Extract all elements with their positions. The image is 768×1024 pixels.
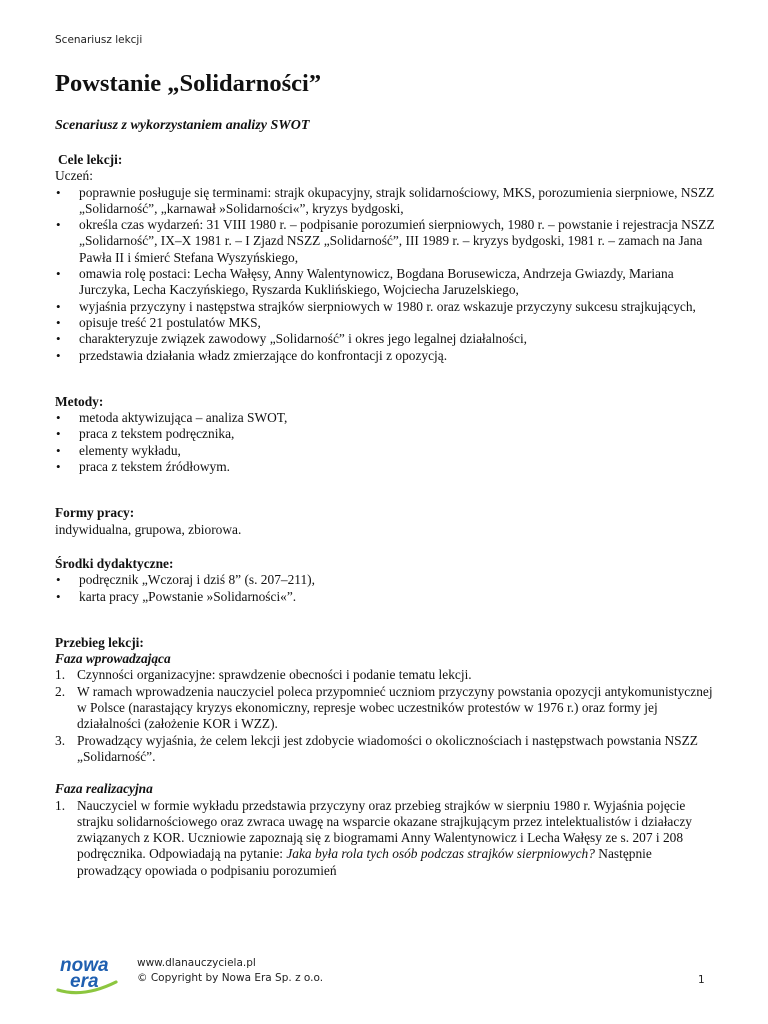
realization-phase-list bbox=[55, 798, 715, 879]
page-footer bbox=[0, 950, 768, 1010]
svg-text:nowa: nowa bbox=[60, 955, 109, 976]
goals-heading: Cele lekcji: bbox=[58, 152, 123, 167]
item-number: 1. bbox=[55, 667, 66, 683]
lesson-content bbox=[55, 152, 715, 879]
intro-phase-heading: Faza wprowadzająca bbox=[55, 651, 171, 667]
method-item: • metoda aktywizująca – analiza SWOT, bbox=[55, 410, 715, 426]
lesson-flow-heading: Przebieg lekcji: bbox=[55, 634, 144, 650]
intro-phase-item: 2. W ramach wprowadzenia nauczyciel poleca przypomnieć uczniom przyczyny powstania opozycji antykomunistycznej w Polsce (narastający kryzys ekonomiczny, represje wobec uczestników protestów w 1976 r.) oraz formy jej działalności (założenie KOR i WZZ). bbox=[55, 683, 713, 732]
goal-item: • opisuje treść 21 postulatów MKS, bbox=[55, 315, 715, 331]
goals-intro: Uczeń: bbox=[55, 168, 93, 184]
work-forms-heading: Formy pracy: bbox=[55, 505, 135, 521]
method-item: • elementy wykładu, bbox=[55, 443, 715, 459]
goal-item: • przedstawia działania władz zmierzające do konfrontacji z opozycją. bbox=[55, 348, 715, 364]
item-number: 2. bbox=[55, 683, 66, 699]
realization-phase-item: 1. Nauczyciel w formie wykładu przedstawia przyczyny oraz przebieg strajków w sierpniu 1980 r. Wyjaśnia pojęcie strajku solidarnościowego oraz zwraca uwagę na wsparcie okazane strajkującym przez intelektualistów i działaczy związanych z KOR. Uczniowie zapoznają się z biogramami Anny Walentynowicz i Lecha Wałęsy ze s. 207 i 208 podręcznika. Odpowiadają na pytanie: Jaka była rola tych osób podczas strajków sierpniowych? Następnie prowadzący opowiada o podpisaniu porozumień bbox=[55, 797, 692, 878]
copyright: © Copyright by Nowa Era Sp. z o.o. bbox=[137, 972, 324, 984]
goal-item: • omawia rolę postaci: Lecha Wałęsy, Anny Walentynowicz, Bogdana Borusewicza, Andrzeja Gwiazdy, Mariana Jurczyka, Lecha Kaczyńskiego, Ryszarda Kuklińskiego, Wojciecha Jaruzelskiego, bbox=[55, 266, 715, 299]
goal-item: • wyjaśnia przyczyny i następstwa strajków sierpniowych w 1980 r. oraz wskazuje przyczyny sukcesu strajkujących, bbox=[55, 299, 715, 315]
method-item: • praca z tekstem źródłowym. bbox=[55, 459, 715, 475]
goals-list bbox=[55, 185, 715, 364]
realization-phase-heading: Faza realizacyjna bbox=[55, 781, 153, 797]
goal-item: • poprawnie posługuje się terminami: strajk okupacyjny, strajk solidarnościowy, MKS, porozumienia sierpniowe, NSZZ „Solidarność”, „karnawał »Solidarności«”, kryzys bydgoski, bbox=[55, 185, 715, 218]
teaching-aids-list bbox=[55, 572, 715, 605]
methods-heading: Metody: bbox=[55, 393, 104, 409]
teaching-aid-item: • podręcznik „Wczoraj i dziś 8” (s. 207–211), bbox=[55, 572, 715, 588]
goal-item: • charakteryzuje związek zawodowy „Solidarność” i okres jego legalnej działalności, bbox=[55, 331, 715, 347]
teaching-aid-item: • karta pracy „Powstanie »Solidarności«”. bbox=[55, 589, 715, 605]
page-number: 1 bbox=[698, 974, 705, 986]
item-number: 1. bbox=[55, 797, 66, 813]
teaching-aids-heading: Środki dydaktyczne: bbox=[55, 555, 174, 571]
intro-phase-list bbox=[55, 667, 715, 765]
running-header: Scenariusz lekcji bbox=[55, 34, 143, 46]
website-link[interactable]: www.dlanauczyciela.pl bbox=[137, 957, 256, 969]
item-number: 3. bbox=[55, 732, 66, 748]
page-title: Powstanie „Solidarności” bbox=[55, 70, 322, 97]
methods-list bbox=[55, 410, 715, 475]
goal-item: • określa czas wydarzeń: 31 VIII 1980 r. – podpisanie porozumień sierpniowych, 1980 r. – powstanie i rejestracja NSZZ „Solidarność”, IX–X 1981 r. – I Zjazd NSZZ „Solidarność”, III 1989 r. – kryzys bydgoski, 1981 r. – zamach na Jana Pawła II i śmierć Stefana Wyszyńskiego, bbox=[55, 217, 715, 266]
svg-text:era: era bbox=[70, 971, 99, 992]
method-item: • praca z tekstem podręcznika, bbox=[55, 426, 715, 442]
work-forms-text: indywidualna, grupowa, zbiorowa. bbox=[55, 521, 242, 537]
intro-phase-item: 1. Czynności organizacyjne: sprawdzenie obecności i podanie tematu lekcji. bbox=[55, 667, 472, 683]
question-text: Jaka była rola tych osób podczas strajków sierpniowych? bbox=[286, 846, 595, 862]
intro-phase-item: 3. Prowadzący wyjaśnia, że celem lekcji jest zdobycie wiadomości o okolicznościach i następstwach powstania NSZZ „Solidarność”. bbox=[55, 732, 698, 764]
subtitle: Scenariusz z wykorzystaniem analizy SWOT bbox=[55, 118, 310, 133]
footer-text bbox=[137, 956, 323, 986]
nowa-era-logo bbox=[54, 952, 124, 996]
